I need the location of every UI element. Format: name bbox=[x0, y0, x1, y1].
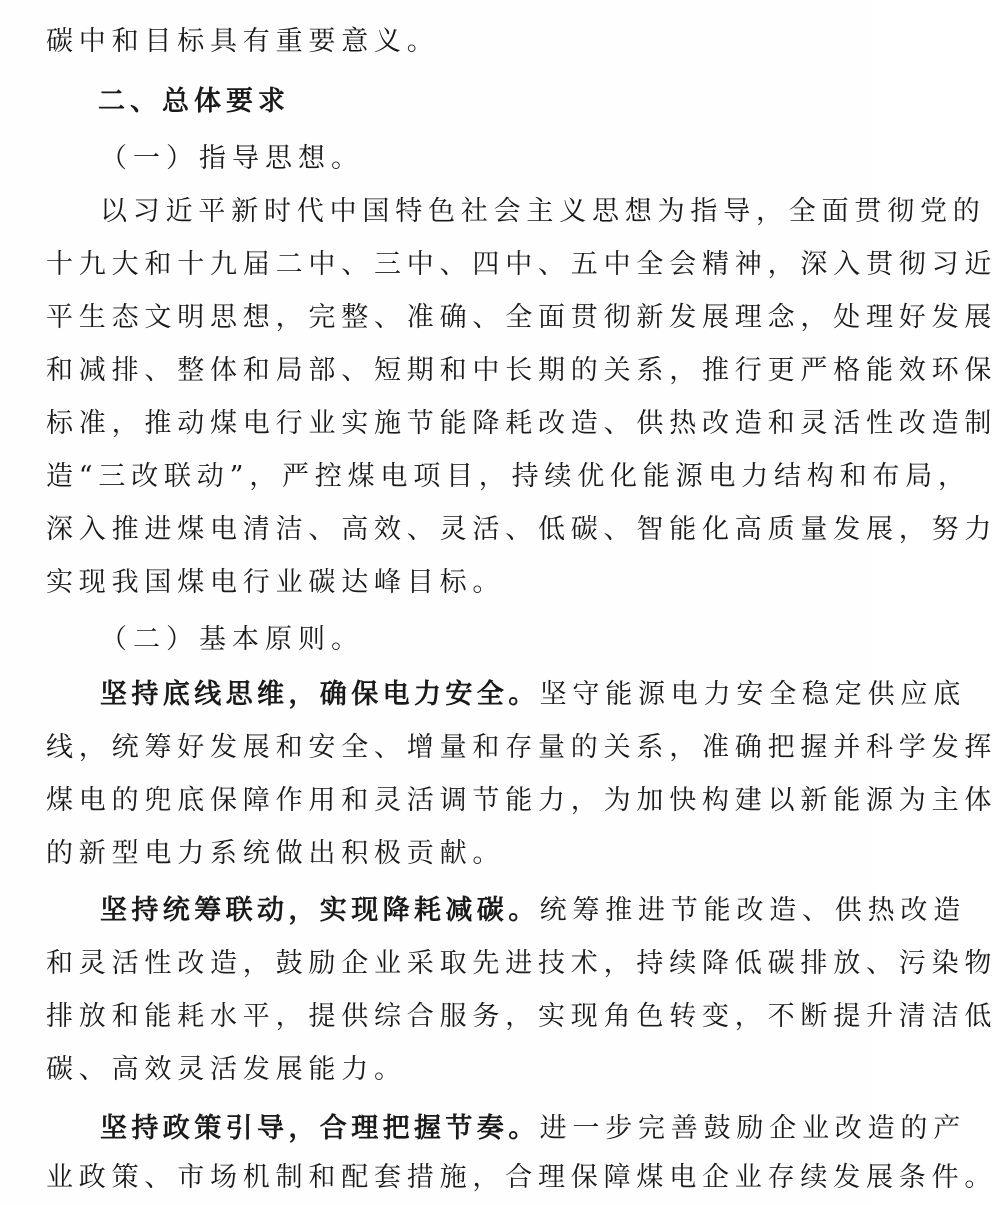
paragraph-line: 实现我国煤电行业碳达峰目标。 bbox=[46, 567, 506, 598]
paragraph-line: 线，统筹好发展和安全、增量和存量的关系，准确把握并科学发挥 bbox=[46, 732, 997, 763]
principle-lead: 坚持政策引导，合理把握节奏。 bbox=[100, 1113, 540, 1144]
paragraph-line: 碳、高效灵活发展能力。 bbox=[46, 1054, 407, 1085]
paragraph-line: 排放和能耗水平，提供综合服务，实现角色转变，不断提升清洁低 bbox=[46, 1001, 997, 1032]
principle-first-line bbox=[0, 675, 972, 715]
section-heading: 二、总体要求 bbox=[98, 86, 290, 117]
subsection-title: （二）基本原则。 bbox=[100, 624, 364, 655]
principle-lead: 坚持底线思维，确保电力安全。 bbox=[100, 679, 540, 710]
principle-lead: 坚持统筹联动，实现降耗减碳。 bbox=[100, 895, 540, 926]
paragraph-line: 十九大和十九届二中、三中、四中、五中全会精神，深入贯彻习近 bbox=[46, 249, 997, 280]
paragraph-line: 煤电的兜底保障作用和灵活调节能力，为加快构建以新能源为主体 bbox=[46, 785, 997, 816]
principle-first-line bbox=[0, 1109, 972, 1149]
paragraph-line: 标准，推动煤电行业实施节能降耗改造、供热改造和灵活性改造制 bbox=[46, 408, 997, 439]
subsection-title: （一）指导思想。 bbox=[100, 143, 364, 174]
principle-text: 进一步完善鼓励企业改造的产 bbox=[539, 1113, 967, 1144]
paragraph-line: 和灵活性改造，鼓励企业采取先进技术，持续降低碳排放、污染物 bbox=[46, 948, 997, 979]
paragraph-line: 平生态文明思想，完整、准确、全面贯彻新发展理念，处理好发展 bbox=[46, 302, 997, 333]
principle-first-line bbox=[0, 891, 972, 931]
paragraph-line: 深入推进煤电清洁、高效、灵活、低碳、智能化高质量发展，努力 bbox=[46, 514, 997, 545]
paragraph-line: 业政策、市场机制和配套措施，合理保障煤电企业存续发展条件。 bbox=[46, 1162, 997, 1193]
paragraph-line: 碳中和目标具有重要意义。 bbox=[46, 26, 440, 57]
paragraph-line: 的新型电力系统做出积极贡献。 bbox=[46, 838, 506, 869]
principle-text: 坚守能源电力安全稳定供应底 bbox=[539, 679, 967, 710]
principle-text: 统筹推进节能改造、供热改造 bbox=[539, 895, 967, 926]
paragraph-line: 造“三改联动”，严控煤电项目，持续优化能源电力结构和布局， bbox=[46, 461, 971, 492]
paragraph-line: 以习近平新时代中国特色社会主义思想为指导，全面贯彻党的 bbox=[100, 196, 986, 227]
paragraph-line: 和减排、整体和局部、短期和中长期的关系，推行更严格能效环保 bbox=[46, 355, 997, 386]
